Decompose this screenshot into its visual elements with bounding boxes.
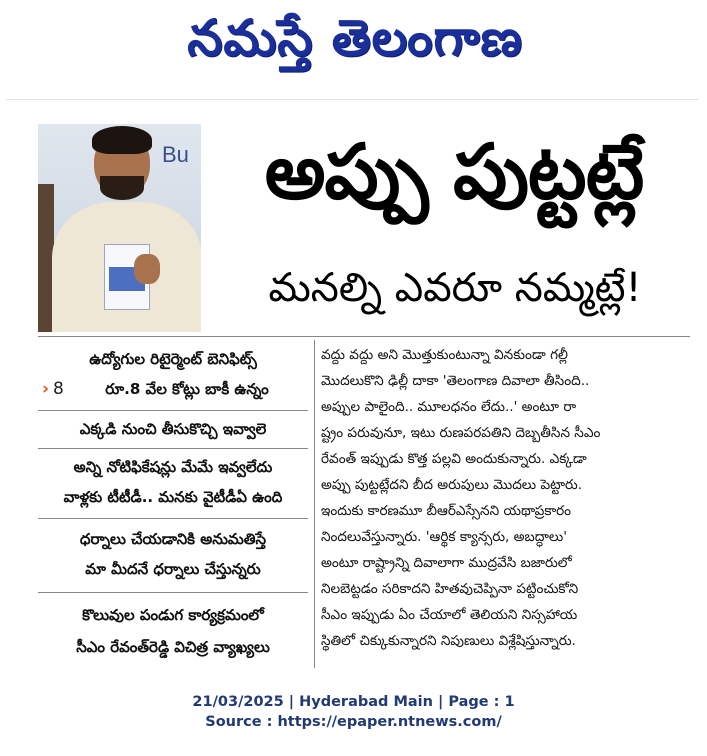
clip-divider: [38, 336, 690, 337]
headline: అప్పు పుట్టట్లే: [264, 127, 644, 216]
masthead-title: నమస్తే తెలంగాణ: [187, 9, 523, 67]
photo-person-beard: [100, 176, 144, 200]
point-1-line-2: రూ.8 వేల కోట్లు బాకీ ఉన్నం: [105, 380, 269, 398]
news-clipping: [38, 124, 690, 672]
body-line: అంటూ రాష్ట్రాన్ని దివాలాగా ముద్రవేసి బజారులో: [321, 555, 572, 571]
point-4-line-2: మా మీదనే ధర్నాలు చేస్తున్నరు: [85, 560, 261, 578]
footer-edition-info: 21/03/2025 | Hyderabad Main | Page : 1: [192, 694, 515, 710]
body-line: సీఎం ఇప్పుడు ఏం చేయాలో తెలియని నిస్సహాయ: [321, 607, 578, 623]
masthead-divider: [6, 99, 699, 100]
point-marker-number: 8: [53, 379, 64, 399]
body-line: నిందలువేస్తున్నారు. 'ఆర్థిక క్యాన్సరు, అబద్ధాలు': [321, 529, 567, 545]
body-line: అప్పు పుట్టట్లేదని బీద అరుపులు మొదలు పెట్టారు.: [321, 477, 583, 493]
photo-hand: [134, 254, 160, 284]
footer-source-link[interactable]: Source : https://epaper.ntnews.com/: [205, 714, 502, 730]
body-line: స్థితిలో చిక్కుకున్నారని నిపుణులు విశ్లేషిస్తున్నారు.: [321, 633, 576, 649]
point-1-line-1: ఉద్యోగుల రిటైర్మెంట్ బెనిఫిట్స్: [89, 350, 257, 368]
body-line: ఇందుకు కారణమూ బీఆర్‌ఎస్సేనని యథాప్రకారం: [321, 503, 572, 519]
subheadline: మనల్ని ఎవరూ నమ్మట్లే!: [268, 265, 642, 311]
body-line: మొదలుకొని ఢిల్లీ దాకా 'తెలంగాణ దివాలా తీసింది..: [321, 373, 590, 389]
news-photo: [38, 124, 201, 332]
body-line: నిలబెట్టడం సరికాదని హితవుచెప్పినా పట్టించుకోని: [321, 581, 579, 597]
point-divider: [38, 448, 308, 449]
chevron-right-icon: ›: [42, 379, 50, 399]
point-divider: [38, 518, 308, 519]
body-line: ష్ట్రం పరువునూ, ఇటు రుణపరపతిని దెబ్బతీసిన సీఎం: [321, 425, 601, 441]
body-line: వద్దు వద్దు అని మొత్తుకుంటున్నా వినకుండా గల్లీ: [321, 347, 568, 363]
point-divider: [38, 592, 308, 593]
point-5-line-1: కొలువుల పండుగ కార్యక్రమంలో: [82, 606, 264, 624]
body-line: అప్పుల పాలైంది.. మూలధనం లేదు..' అంటూ రా: [321, 399, 577, 415]
point-4-line-1: ధర్నాలు చేయడానికి అనుమతిస్తే: [79, 530, 267, 548]
body-line: రేవంత్ ఇప్పుడు కొత్త పల్లవి అందుకున్నారు. ఎక్కడా: [321, 451, 587, 467]
photo-backdrop-text: Bu: [162, 142, 189, 167]
point-2-line-1: ఎక్కడి నుంచి తీసుకొచ్చి ఇవ్వాలె: [79, 420, 267, 438]
point-3-line-1: అన్ని నోటిఫికేషన్లు మేమే ఇవ్వలేదు: [73, 458, 273, 476]
point-divider: [38, 410, 308, 411]
point-5-line-2: సీఎం రేవంత్‌రెడ్డి విచిత్ర వ్యాఖ్యలు: [76, 638, 270, 656]
photo-person-hair: [92, 126, 152, 154]
point-3-line-2: వాళ్లకు టీటీడీ.. మనకు వైటీడీఏ ఉంది: [63, 488, 283, 506]
page-footer: [0, 692, 707, 740]
